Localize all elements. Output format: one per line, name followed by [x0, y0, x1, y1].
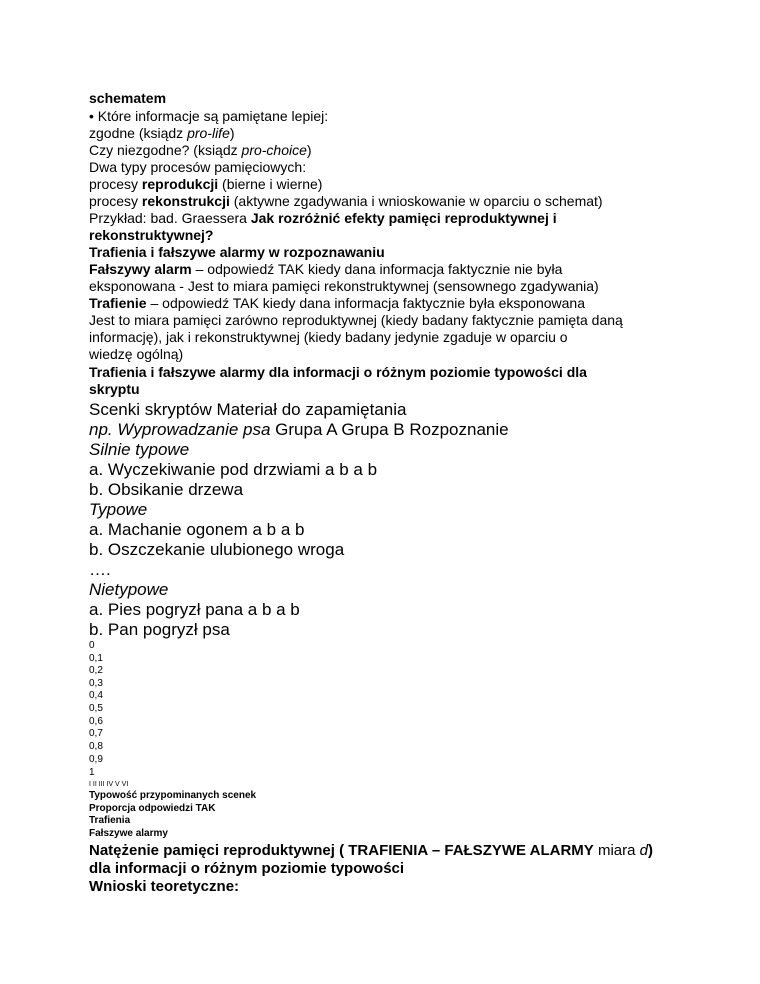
- axis-tick-label: 0,7: [89, 728, 103, 739]
- legend-entry: Fałszywe alarmy: [89, 828, 168, 839]
- axis-tick-label: 0,4: [89, 690, 103, 701]
- large-text-line: a. Pies pogryzł pana a b a b: [89, 600, 300, 619]
- large-text-line: b. Obsikanie drzewa: [89, 480, 244, 499]
- text-line: Jest to miara pamięci zarówno reproduktywnej (kiedy badany faktycznie pamięta daną: [89, 312, 623, 328]
- text-line: eksponowana - Jest to miara pamięci rekonstruktywnej (sensownego zgadywania): [89, 278, 599, 294]
- large-text-line: a. Wyczekiwanie pod drzwiami a b a b: [89, 460, 378, 479]
- axis-label: Typowość przypominanych scenek: [89, 790, 257, 801]
- axis-tick-label: 0,8: [89, 741, 103, 752]
- axis-tick-label: 0,6: [89, 716, 103, 727]
- text-line: Trafienie – odpowiedź TAK kiedy dana informacja faktycznie była eksponowana: [89, 295, 585, 311]
- text-line: rekonstruktywnej?: [89, 227, 214, 243]
- section-heading: Wnioski teoretyczne:: [89, 878, 240, 895]
- section-heading: skryptu: [89, 381, 140, 397]
- large-text-line: b. Oszczekanie ulubionego wroga: [89, 540, 345, 559]
- axis-tick-label: 0,9: [89, 754, 103, 765]
- axis-tick-label: 0,1: [89, 653, 103, 664]
- axis-tick-label: 0: [89, 640, 95, 651]
- category-heading: Silnie typowe: [89, 440, 190, 459]
- axis-tick-label: 0,2: [89, 665, 103, 676]
- legend-entry: Trafienia: [89, 815, 131, 826]
- bullet-line: • Które informacje są pamiętane lepiej:: [89, 108, 329, 124]
- category-heading: Typowe: [89, 500, 148, 519]
- large-text-line: ….: [89, 560, 111, 579]
- large-text-line: a. Machanie ogonem a b a b: [89, 520, 305, 539]
- text-line: Fałszywy alarm – odpowiedź TAK kiedy dana informacja faktycznie nie była: [89, 261, 563, 277]
- category-heading: Nietypowe: [89, 580, 169, 599]
- section-heading: Natężenie pamięci reproduktywnej ( TRAFIENIA – FAŁSZYWE ALARMY miara d): [89, 842, 653, 859]
- axis-tick-label: 0,5: [89, 703, 103, 714]
- large-text-line: Scenki skryptów Materiał do zapamiętania: [89, 400, 407, 419]
- section-heading: dla informacji o różnym poziomie typowości: [89, 860, 405, 877]
- text-line: Czy niezgodne? (ksiądz pro-choice): [89, 142, 312, 158]
- text-line: Dwa typy procesów pamięciowych:: [89, 159, 307, 175]
- text-line: procesy reprodukcji (bierne i wierne): [89, 176, 323, 192]
- section-heading: Trafienia i fałszywe alarmy w rozpoznawaniu: [89, 244, 385, 260]
- axis-tick-label: 1: [89, 767, 95, 778]
- text-line: informację), jak i rekonstruktywnej (kiedy badany jedynie zgaduje w oparciu o: [89, 329, 568, 345]
- text-line: procesy rekonstrukcji (aktywne zgadywania i wnioskowanie w oparciu o schemat): [89, 193, 603, 209]
- large-text-line: np. Wyprowadzanie psa Grupa A Grupa B Rozpoznanie: [89, 420, 509, 439]
- text-line: Przykład: bad. Graessera Jak rozróżnić efekty pamięci reproduktywnej i: [89, 210, 557, 226]
- large-text-line: b. Pan pogryzł psa: [89, 620, 230, 639]
- axis-label: Proporcja odpowiedzi TAK: [89, 803, 216, 814]
- text-line: zgodne (ksiądz pro-life): [89, 125, 235, 141]
- section-heading: Trafienia i fałszywe alarmy dla informacji o różnym poziomie typowości dla: [89, 364, 587, 380]
- axis-tick-label: I II III IV V VI: [89, 781, 129, 788]
- text-line: wiedzę ogólną): [89, 346, 184, 362]
- text-line: schematem: [89, 90, 167, 106]
- axis-tick-label: 0,3: [89, 678, 103, 689]
